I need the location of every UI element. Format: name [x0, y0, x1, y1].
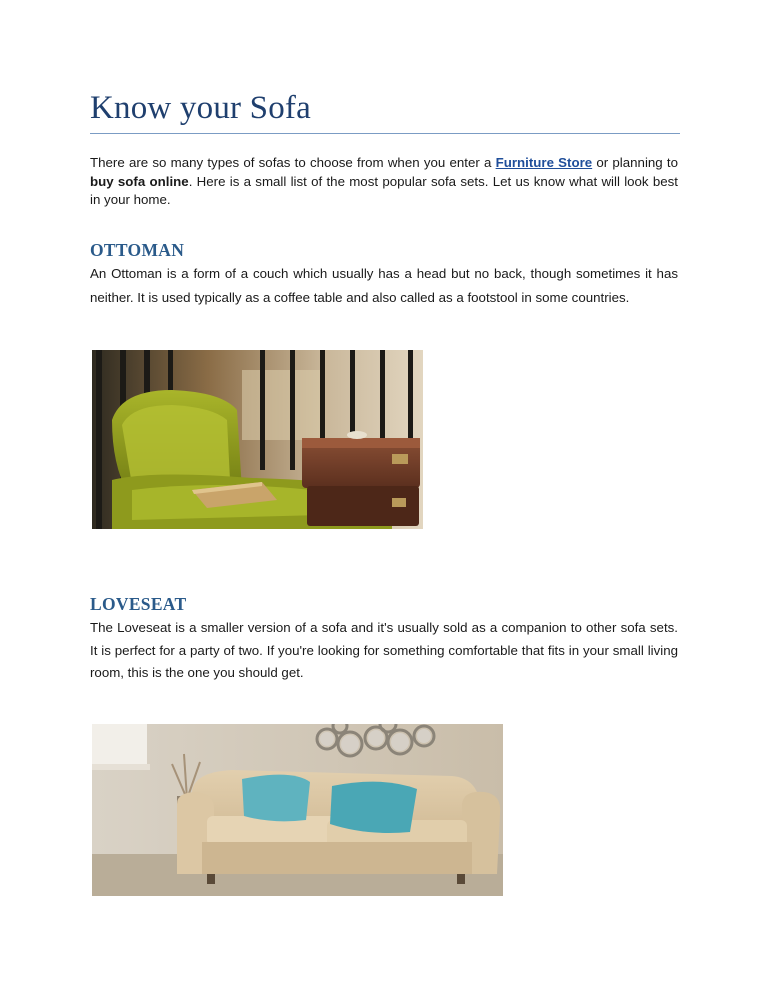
- intro-text-1: There are so many types of sofas to choose from when you enter a: [90, 155, 496, 170]
- intro-text-3: . Here is a small list of the most popular sofa sets. Let us know what will look best in your home.: [90, 173, 678, 207]
- document-title: Know your Sofa: [90, 90, 311, 126]
- intro-paragraph: [90, 154, 678, 210]
- loveseat-photo-illustration: [92, 724, 503, 896]
- section-heading-loveseat: LOVESEAT: [90, 594, 187, 614]
- ottoman-photo-illustration: [92, 350, 423, 529]
- title-underline-rule: [90, 133, 680, 134]
- section-heading-ottoman: OTTOMAN: [90, 240, 185, 260]
- section-body-loveseat: The Loveseat is a smaller version of a sofa and it's usually sold as a companion to other sofa sets. It is perfect for a party of two. If you're looking for something comfortable that fits in your small living room, this is the one you should get.: [90, 620, 678, 680]
- ottoman-photo: [92, 350, 423, 529]
- furniture-store-link[interactable]: Furniture Store: [495, 155, 593, 170]
- loveseat-photo: [92, 724, 503, 896]
- section-body-ottoman: An Ottoman is a form of a couch which usually has a head but no back, though sometimes it has neither. It is used typically as a coffee table and also called as a footstool in some countries.: [90, 266, 678, 305]
- intro-text-2: or planning to: [592, 155, 678, 170]
- buy-sofa-online-bold: buy sofa online: [90, 173, 189, 189]
